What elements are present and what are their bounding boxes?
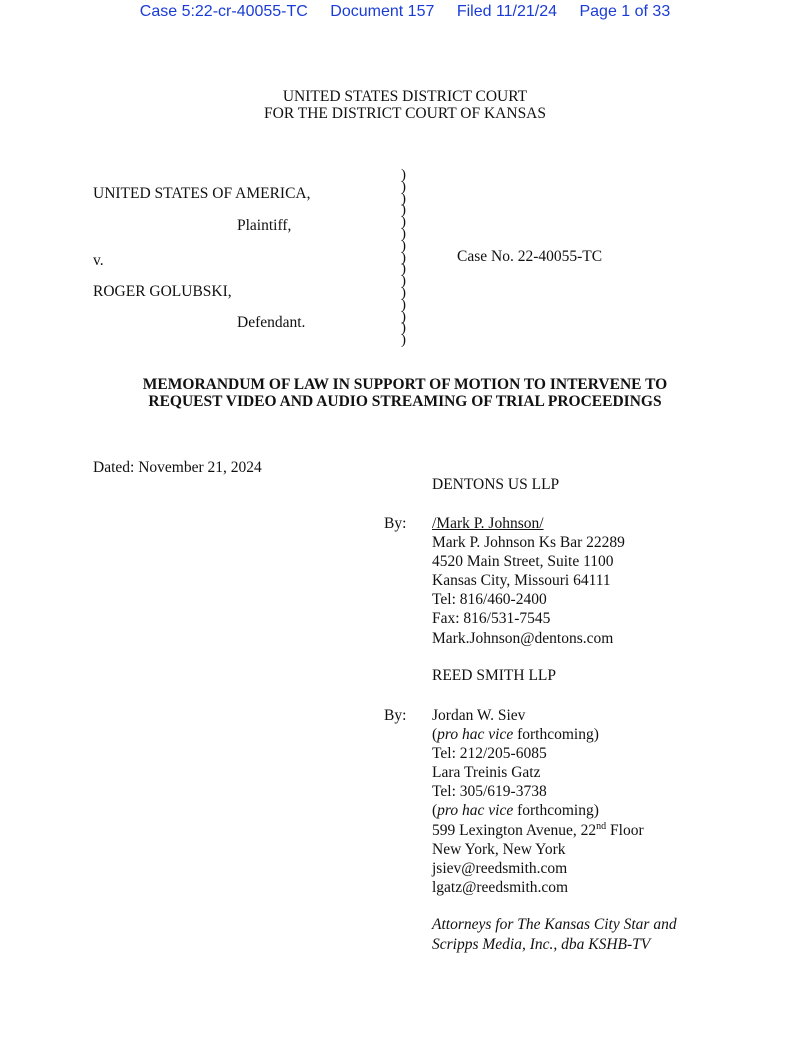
defendant-role: Defendant. (237, 314, 306, 331)
firm2-attorney-1: Jordan W. Siev (432, 707, 526, 724)
court-name (0, 88, 810, 122)
title-line-2: REQUEST VIDEO AND AUDIO STREAMING OF TRIAL PROCEEDINGS (148, 393, 662, 410)
firm1-email: Mark.Johnson@dentons.com (432, 629, 614, 647)
firm2-name: REED SMITH LLP (432, 667, 556, 684)
document-title (0, 376, 810, 410)
by-label-2: By: (384, 707, 407, 724)
attorneys-for-line-2: Scripps Media, Inc., dba KSHB-TV (432, 936, 651, 953)
attorneys-for-line-1: Attorneys for The Kansas City Star and (432, 916, 677, 933)
firm2-tel-2: Tel: 305/619-3738 (432, 783, 547, 801)
caption-parentheses: ) ) ) ) ) ) ) ) ) ) ) ) ) ) ) (401, 167, 406, 349)
title-line-1: MEMORANDUM OF LAW IN SUPPORT OF MOTION TO INTERVENE TO (142, 376, 668, 393)
by-label-1: By: (384, 515, 407, 532)
firm1-fax: Fax: 816/531-7545 (432, 610, 551, 628)
firm1-electronic-signature: /Mark P. Johnson/ (432, 515, 544, 532)
case-number: Case No. 22-40055-TC (457, 248, 603, 265)
firm2-pro-hac-vice-2: (pro hac vice forthcoming) (432, 802, 599, 820)
firm2-email-1: jsiev@reedsmith.com (432, 859, 568, 877)
firm2-city: New York, New York (432, 840, 566, 858)
ecf-header-stamp (0, 3, 810, 21)
firm2-attorney-2: Lara Treinis Gatz (432, 764, 541, 782)
firm1-attorney: Mark P. Johnson Ks Bar 22289 (432, 534, 625, 552)
court-line-1: UNITED STATES DISTRICT COURT (282, 88, 528, 105)
document-number-stamp: Document 157 (330, 3, 435, 20)
firm1-tel: Tel: 816/460-2400 (432, 591, 547, 609)
plaintiff-name: UNITED STATES OF AMERICA, (93, 185, 311, 202)
defendant-name: ROGER GOLUBSKI, (93, 283, 232, 300)
plaintiff-role: Plaintiff, (237, 217, 292, 234)
firm1-address-line-2: Kansas City, Missouri 64111 (432, 572, 611, 590)
firm2-pro-hac-vice-1: (pro hac vice forthcoming) (432, 726, 599, 744)
firm1-name: DENTONS US LLP (432, 476, 560, 493)
firm2-tel-1: Tel: 212/205-6085 (432, 745, 547, 763)
versus: v. (93, 252, 104, 269)
dated-line: Dated: November 21, 2024 (93, 459, 262, 476)
case-number-stamp: Case 5:22-cr-40055-TC (139, 3, 308, 20)
firm1-signature-block (432, 514, 625, 648)
firm2-signature-block (432, 706, 644, 897)
attorneys-for (432, 915, 677, 955)
filed-date-stamp: Filed 11/21/24 (456, 3, 558, 20)
firm2-address: 599 Lexington Avenue, 22nd Floor (432, 820, 644, 839)
page-number-stamp: Page 1 of 33 (579, 3, 671, 20)
court-line-2: FOR THE DISTRICT COURT OF KANSAS (264, 105, 546, 122)
firm2-email-2: lgatz@reedsmith.com (432, 878, 569, 896)
firm1-address-line-1: 4520 Main Street, Suite 1100 (432, 553, 614, 571)
